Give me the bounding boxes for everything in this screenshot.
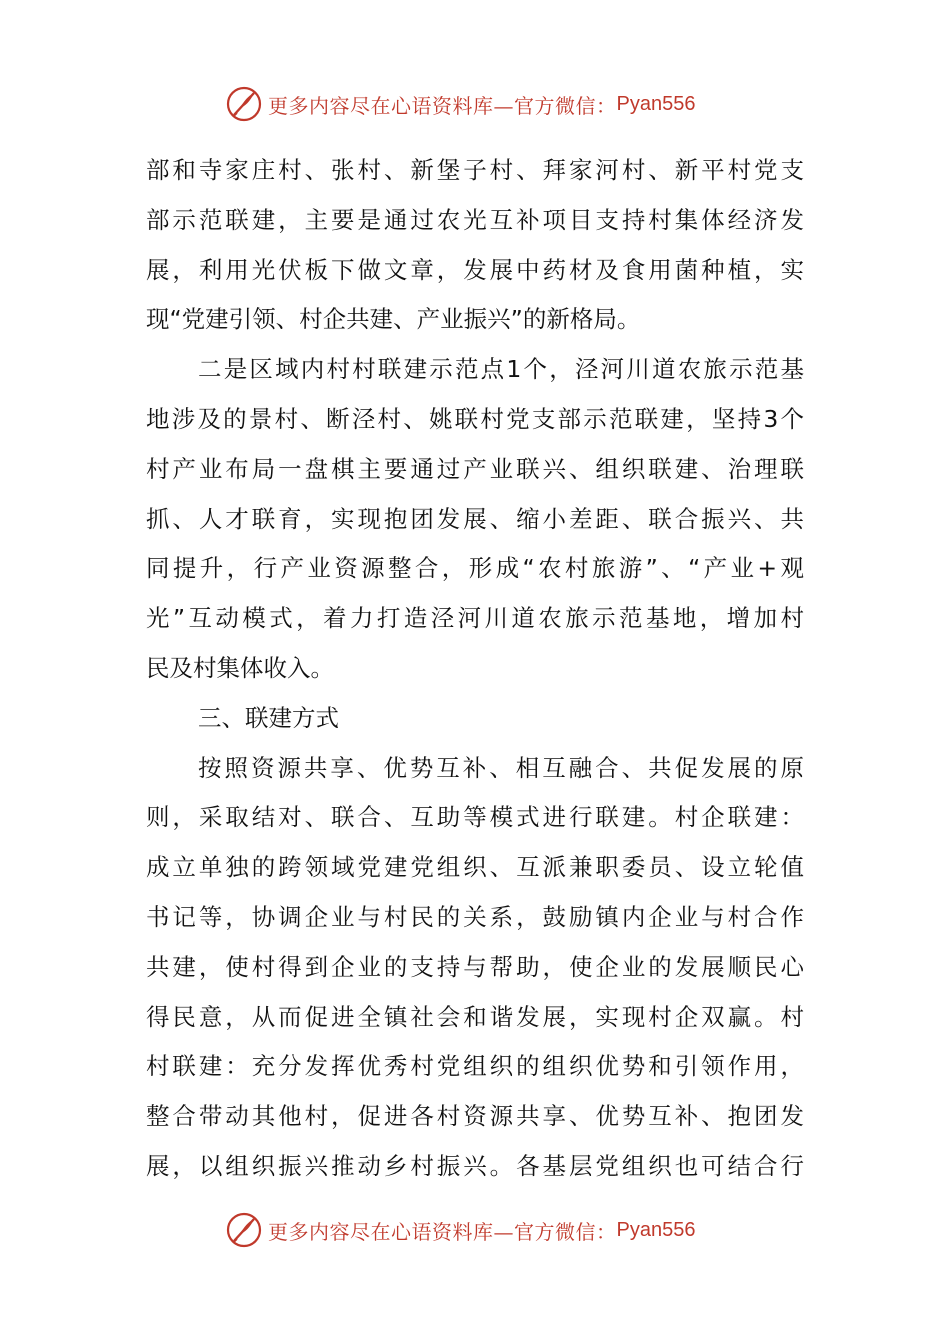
paragraph-line: 村产业布局一盘棋主要通过产业联兴、组织联建、治理联 bbox=[146, 454, 804, 483]
paragraph-line: 村联建：充分发挥优秀村党组织的组织优势和引领作用， bbox=[146, 1052, 804, 1081]
paragraph-line: 成立单独的跨领域党建党组织、互派兼职委员、设立轮值 bbox=[146, 853, 804, 882]
paragraph-line: 书记等，协调企业与村民的关系，鼓励镇内企业与村合作 bbox=[146, 902, 804, 931]
paragraph-line: 同提升，行产业资源整合，形成“农村旅游”、“产业+观 bbox=[146, 554, 804, 583]
watermark-text: 更多内容尽在心语资料库—官方微信： bbox=[268, 93, 617, 118]
paragraph-line: 部和寺家庄村、张村、新堡子村、拜家河村、新平村党支 bbox=[146, 156, 804, 184]
paragraph-line: 共建，使村得到企业的支持与帮助，使企业的发展顺民心 bbox=[146, 952, 804, 981]
paragraph-line: 展，利用光伏板下做文章，发展中药材及食用菌种植，实 bbox=[146, 255, 804, 284]
paragraph-line: 部示范联建，主要是通过农光互补项目支持村集体经济发 bbox=[146, 205, 804, 234]
paragraph-line: 得民意，从而促进全镇社会和谐发展，实现村企双赢。村 bbox=[146, 1002, 804, 1031]
watermark-text: 更多内容尽在心语资料库—官方微信： bbox=[268, 1219, 617, 1244]
quill-logo-icon bbox=[224, 84, 264, 124]
quill-logo-icon bbox=[224, 1210, 264, 1250]
section-heading: 三、联建方式 bbox=[198, 703, 339, 732]
paragraph-line: 光”互动模式，着力打造泾河川道农旅示范基地，增加村 bbox=[146, 604, 804, 633]
paragraph-line: 现“党建引领、村企共建、产业振兴”的新格局。 bbox=[146, 305, 641, 334]
watermark-wechat-id: Pyan556 bbox=[616, 92, 696, 115]
paragraph-line: 民及村集体收入。 bbox=[146, 653, 334, 682]
paragraph-line: 则，采取结对、联合、互助等模式进行联建。村企联建： bbox=[146, 803, 804, 832]
paragraph-line: 二是区域内村村联建示范点1个，泾河川道农旅示范基 bbox=[198, 355, 804, 384]
paragraph-line: 展，以组织振兴推动乡村振兴。各基层党组织也可结合行 bbox=[146, 1151, 804, 1180]
paragraph-line: 整合带动其他村，促进各村资源共享、优势互补、抱团发 bbox=[146, 1102, 804, 1131]
paragraph-line: 抓、人才联育，实现抱团发展、缩小差距、联合振兴、共 bbox=[146, 504, 804, 533]
paragraph-line: 按照资源共享、优势互补、相互融合、共促发展的原 bbox=[198, 753, 804, 782]
document-body bbox=[146, 146, 804, 1192]
header-watermark bbox=[224, 84, 695, 124]
footer-watermark bbox=[224, 1210, 695, 1250]
watermark-wechat-id: Pyan556 bbox=[616, 1218, 696, 1241]
paragraph-line: 地涉及的景村、断泾村、姚联村党支部示范联建，坚持3个 bbox=[146, 404, 804, 433]
